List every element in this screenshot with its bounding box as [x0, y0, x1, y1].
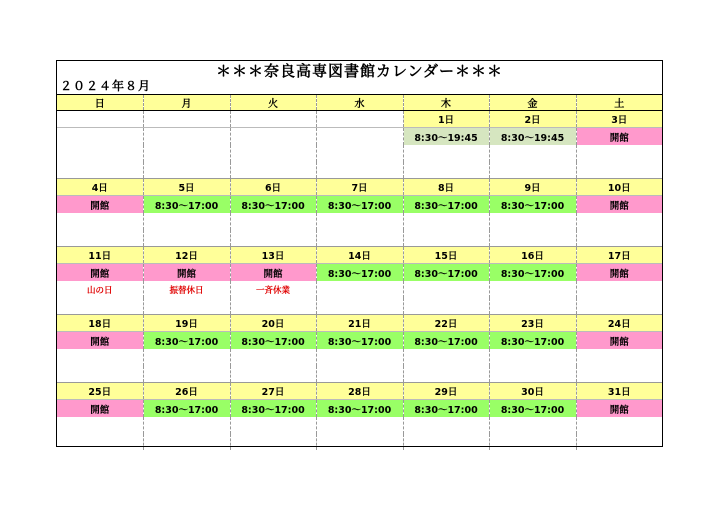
hours-cell: 8:30〜17:00: [316, 400, 403, 418]
spacer-cell: [489, 434, 576, 450]
spacer-cell: [57, 162, 143, 179]
date-cell: 1日: [403, 111, 489, 128]
hours-cell: [316, 128, 403, 146]
date-cell: 5日: [143, 179, 230, 196]
spacer-cell: [403, 298, 489, 315]
date-cell: 3日: [576, 111, 662, 128]
spacer-cell: [57, 298, 143, 315]
spacer-cell: [230, 230, 316, 247]
date-cell: 30日: [489, 383, 576, 400]
spacer-cell: [403, 162, 489, 179]
spacer-cell: [489, 162, 576, 179]
weekday-mon: 月: [143, 95, 230, 111]
hours-cell: [143, 128, 230, 146]
hours-cell: 8:30〜17:00: [403, 264, 489, 282]
hours-cell: 8:30〜17:00: [489, 400, 576, 418]
date-cell: [316, 111, 403, 128]
weekday-header-row: [57, 95, 662, 111]
week-3-hours-row: [57, 264, 662, 282]
note-cell: [143, 349, 230, 366]
note-cell: [57, 349, 143, 366]
week-2-dates-row: [57, 179, 662, 196]
note-cell: [57, 145, 143, 162]
note-cell: [576, 417, 662, 434]
date-cell: 13日: [230, 247, 316, 264]
date-cell: 31日: [576, 383, 662, 400]
calendar-sheet: [56, 60, 663, 447]
hours-cell: 開館: [576, 264, 662, 282]
date-cell: 14日: [316, 247, 403, 264]
date-cell: [143, 111, 230, 128]
date-cell: 4日: [57, 179, 143, 196]
hours-cell: 8:30〜19:45: [489, 128, 576, 146]
hours-cell: 8:30〜17:00: [230, 196, 316, 214]
note-cell: 振替休日: [143, 281, 230, 298]
spacer-cell: [489, 298, 576, 315]
date-cell: 17日: [576, 247, 662, 264]
spacer-cell: [316, 230, 403, 247]
note-cell: [143, 417, 230, 434]
note-cell: [316, 349, 403, 366]
date-cell: 22日: [403, 315, 489, 332]
date-cell: 11日: [57, 247, 143, 264]
hours-cell: 8:30〜17:00: [316, 196, 403, 214]
note-cell: [57, 213, 143, 230]
spacer-cell: [143, 298, 230, 315]
note-cell: [403, 349, 489, 366]
spacer-cell: [576, 298, 662, 315]
hours-cell: 8:30〜17:00: [316, 332, 403, 350]
note-cell: [230, 417, 316, 434]
week-4-hours-row: [57, 332, 662, 350]
hours-cell: [57, 128, 143, 146]
spacer-cell: [230, 434, 316, 450]
spacer-cell: [230, 162, 316, 179]
date-cell: 18日: [57, 315, 143, 332]
note-cell: [230, 145, 316, 162]
note-cell: [230, 349, 316, 366]
date-cell: 16日: [489, 247, 576, 264]
spacer-cell: [57, 230, 143, 247]
note-cell: [316, 145, 403, 162]
hours-cell: 8:30〜19:45: [403, 128, 489, 146]
spacer-cell: [576, 366, 662, 383]
week-2-notes-row: [57, 213, 662, 230]
date-cell: 21日: [316, 315, 403, 332]
date-cell: 25日: [57, 383, 143, 400]
weekday-sat: 土: [576, 95, 662, 111]
note-cell: [403, 213, 489, 230]
hours-cell: 8:30〜17:00: [489, 332, 576, 350]
week-3-dates-row: [57, 247, 662, 264]
weekday-fri: 金: [489, 95, 576, 111]
note-cell: [576, 213, 662, 230]
hours-cell: 8:30〜17:00: [403, 196, 489, 214]
hours-cell: 8:30〜17:00: [230, 400, 316, 418]
hours-cell: 開館: [57, 332, 143, 350]
note-cell: 山の日: [86, 285, 113, 296]
hours-cell: 開館: [57, 400, 143, 418]
week-3-gap-row: [57, 298, 662, 315]
note-cell: [230, 213, 316, 230]
note-cell: [57, 417, 143, 434]
note-cell: [316, 213, 403, 230]
note-cell: [489, 417, 576, 434]
spacer-cell: [143, 366, 230, 383]
note-cell: [576, 281, 662, 298]
spacer-cell: [143, 162, 230, 179]
week-5-gap-row: [57, 434, 662, 450]
spacer-cell: [403, 230, 489, 247]
date-cell: 15日: [403, 247, 489, 264]
week-5-hours-row: [57, 400, 662, 418]
note-cell: [143, 145, 230, 162]
spacer-cell: [143, 434, 230, 450]
spacer-cell: [57, 434, 143, 450]
spacer-cell: [316, 434, 403, 450]
hours-cell: 開館: [57, 196, 143, 214]
week-4-notes-row: [57, 349, 662, 366]
date-cell: 10日: [576, 179, 662, 196]
week-4-dates-row: [57, 315, 662, 332]
date-cell: 19日: [143, 315, 230, 332]
note-cell: 一斉休業: [230, 281, 316, 298]
spacer-cell: [143, 230, 230, 247]
date-cell: 20日: [230, 315, 316, 332]
spacer-cell: [316, 298, 403, 315]
hours-cell: 開館: [576, 400, 662, 418]
weekday-wed: 水: [316, 95, 403, 111]
hours-cell: 8:30〜17:00: [143, 332, 230, 350]
spacer-cell: [576, 434, 662, 450]
date-cell: 9日: [489, 179, 576, 196]
hours-cell: 開館: [143, 264, 230, 282]
hours-cell: 8:30〜17:00: [403, 400, 489, 418]
date-cell: 23日: [489, 315, 576, 332]
date-cell: 26日: [143, 383, 230, 400]
hours-cell: 開館: [576, 196, 662, 214]
week-1-notes-row: [57, 145, 662, 162]
weekday-tue: 火: [230, 95, 316, 111]
note-cell: [403, 145, 489, 162]
note-cell: [143, 213, 230, 230]
date-cell: 12日: [143, 247, 230, 264]
hours-cell: 8:30〜17:00: [403, 332, 489, 350]
spacer-cell: [316, 366, 403, 383]
hours-cell: 開館: [576, 128, 662, 146]
date-cell: [57, 111, 143, 128]
date-cell: 27日: [230, 383, 316, 400]
hours-cell: 8:30〜17:00: [489, 196, 576, 214]
hours-cell: 開館: [57, 264, 143, 282]
week-5-dates-row: [57, 383, 662, 400]
date-cell: 8日: [403, 179, 489, 196]
week-2-hours-row: [57, 196, 662, 214]
note-cell: [403, 417, 489, 434]
date-cell: 2日: [489, 111, 576, 128]
spacer-cell: [230, 366, 316, 383]
week-4-gap-row: [57, 366, 662, 383]
spacer-cell: [576, 162, 662, 179]
week-1-hours-row: [57, 128, 662, 146]
note-cell: [489, 145, 576, 162]
spacer-cell: [489, 230, 576, 247]
note-cell: [576, 145, 662, 162]
spacer-cell: [489, 366, 576, 383]
week-1-dates-row: [57, 111, 662, 128]
hours-cell: 8:30〜17:00: [489, 264, 576, 282]
spacer-cell: [230, 298, 316, 315]
hours-cell: 開館: [230, 264, 316, 282]
hours-cell: 8:30〜17:00: [230, 332, 316, 350]
calendar-grid: [57, 94, 662, 450]
spacer-cell: [403, 434, 489, 450]
hours-cell: 8:30〜17:00: [143, 400, 230, 418]
date-cell: 7日: [316, 179, 403, 196]
date-cell: 6日: [230, 179, 316, 196]
month-label: ２０２４年８月: [60, 79, 152, 93]
spacer-cell: [316, 162, 403, 179]
note-cell: [489, 349, 576, 366]
date-cell: 28日: [316, 383, 403, 400]
note-cell: [403, 281, 489, 298]
hours-cell: 8:30〜17:00: [316, 264, 403, 282]
date-cell: 24日: [576, 315, 662, 332]
date-cell: 29日: [403, 383, 489, 400]
week-3-notes-row: [57, 281, 662, 298]
date-cell: [230, 111, 316, 128]
note-cell: [316, 417, 403, 434]
week-1-gap-row: [57, 162, 662, 179]
weekday-sun: 日: [57, 95, 143, 111]
note-cell: [316, 281, 403, 298]
calendar-title: ＊＊＊奈良高専図書館カレンダー＊＊＊: [215, 62, 504, 80]
note-cell: [489, 213, 576, 230]
spacer-cell: [403, 366, 489, 383]
hours-cell: 開館: [576, 332, 662, 350]
note-cell: [489, 281, 576, 298]
hours-cell: 8:30〜17:00: [143, 196, 230, 214]
spacer-cell: [57, 366, 143, 383]
hours-cell: [230, 128, 316, 146]
week-2-gap-row: [57, 230, 662, 247]
weekday-thu: 木: [403, 95, 489, 111]
note-cell: [576, 349, 662, 366]
week-5-notes-row: [57, 417, 662, 434]
spacer-cell: [576, 230, 662, 247]
